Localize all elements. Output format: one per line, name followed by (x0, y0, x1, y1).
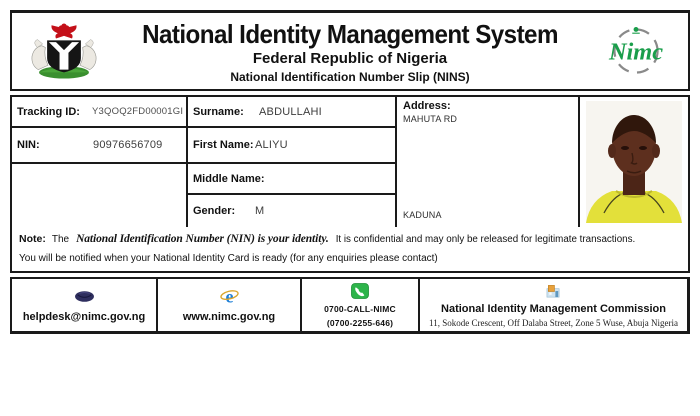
helpdesk-email: helpdesk@nimc.gov.ng (22, 310, 146, 323)
address-city: KADUNA (403, 210, 442, 220)
gender-cell (188, 195, 397, 227)
note-rest-text: It is confidential and may only be released for legitimate transactions. (335, 234, 636, 245)
middle-name-cell (188, 164, 397, 195)
empty-cell (12, 164, 188, 227)
internet-explorer-icon (220, 288, 239, 306)
nimc-logo-icon (584, 21, 688, 81)
portrait-photo (586, 101, 682, 223)
nin-cell (12, 128, 188, 164)
tracking-id-value: Y3QOQ2FD00001GI (92, 106, 184, 117)
svg-text:e: e (224, 287, 234, 306)
page-title: National Identity Management System (142, 19, 558, 49)
surname-value: ABDULLAHI (259, 105, 322, 118)
identity-table (10, 95, 690, 273)
address-cell (397, 97, 580, 227)
email-contact-cell (12, 279, 158, 331)
phone-icon (351, 282, 369, 300)
address-spacer (403, 124, 572, 210)
first-name-label: First Name: (193, 139, 254, 151)
first-name-value: ALIYU (255, 139, 288, 151)
identity-data-area (12, 97, 688, 227)
commission-cell (420, 279, 687, 331)
gender-label: Gender: (193, 205, 236, 217)
nigeria-coat-of-arms-icon (12, 20, 116, 82)
envelope-icon (74, 288, 95, 306)
commission-name: National Identity Management Commission (441, 303, 666, 315)
note-line1 (19, 233, 681, 245)
surname-label: Surname: (193, 105, 244, 118)
note-pre-text: The (51, 234, 70, 245)
nin-value: 90976656709 (93, 139, 163, 151)
first-name-cell (188, 128, 397, 164)
note-label: Note: (19, 233, 46, 245)
coat-of-arms-graphic (24, 20, 104, 82)
surname-cell (188, 97, 397, 128)
building-icon (546, 282, 561, 300)
photo-cell (580, 97, 688, 227)
middle-name-label: Middle Name: (193, 172, 265, 185)
commission-address: 11, Sokode Crescent, Off Dalaba Street, Zone 5 Wuse, Abuja Nigeria (429, 318, 678, 328)
note-section (12, 227, 688, 269)
website-url: www.nimc.gov.ng (182, 310, 276, 323)
address-line1: MAHUTA RD (403, 114, 458, 124)
header-titles (116, 18, 584, 84)
note-emphasis-text: National Identification Number (NIN) is your identity. (76, 233, 329, 245)
nimc-logo-text: Nimc (608, 38, 664, 66)
contact-footer (10, 277, 690, 334)
website-contact-cell (158, 279, 302, 331)
address-label: Address: (403, 100, 451, 112)
tracking-id-cell (12, 97, 188, 128)
phone-number-line2: (0700-2255-646) (326, 318, 394, 328)
header-box (10, 10, 690, 91)
nin-label: NIN: (17, 139, 40, 151)
note-line2: You will be notified when your National Identity Card is ready (for any enquiries please contact) (19, 253, 438, 264)
nimc-logo-graphic (598, 21, 674, 81)
tracking-id-label: Tracking ID: (17, 105, 80, 118)
phone-number-line1: 0700-CALL-NIMC (324, 304, 396, 314)
phone-contact-cell (302, 279, 420, 331)
gender-value: M (255, 205, 265, 217)
slip-title: National Identification Number Slip (NINS) (230, 70, 470, 84)
page-subtitle: Federal Republic of Nigeria (252, 50, 448, 67)
